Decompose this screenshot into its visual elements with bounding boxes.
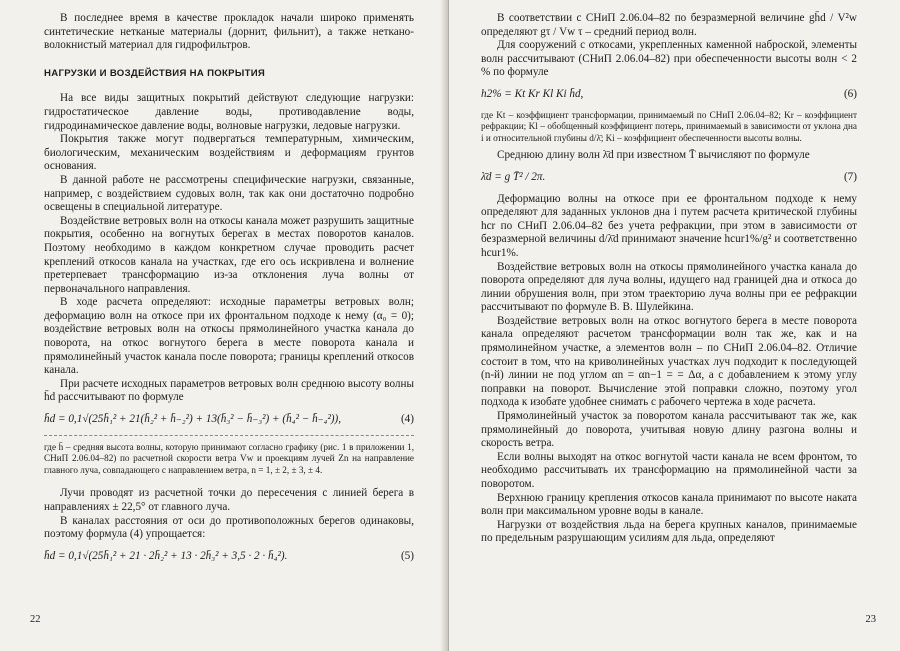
intro-paragraph: В последнее время в качестве прокладок начали широко применять синтетические нетканые материалы (дорнит, фильнит), а также нетканo-волокнистый материал для гидрофильтров.	[44, 12, 414, 52]
paragraph: В ходе расчета определяют: исходные параметры ветровых волн; деформацию волн на откосе при их фронтальном подходе к нему (α₀ = 0); воздействие ветровых волн на откосы прямолинейного участка канала до поворота, на откос вогнутого берега в месте поворота канала и прямолинейный участок канала после поворота; границы креплений откосов канала.	[44, 296, 414, 377]
formula-6	[481, 88, 857, 102]
formula-4	[44, 413, 414, 427]
paragraph: Среднюю длину волн λ̄d при известном T̄ вычисляют по формуле	[497, 149, 810, 162]
formula-6-note: где Kt – коэффициент трансформации, принимаемый по СНиП 2.06.04–82; Kr – коэффициент рефракции; Kl – обобщенный коэффициент потерь, принимаемый в зависимости от уклона дна i и относительной глубины d/λ̄; Ki – коэффициент обеспеченности высоты волны.	[481, 109, 857, 143]
paragraph: Деформацию волны на откосе при ее фронтальном подходе к нему определяют для заданных уклонов дна i путем расчета критической глубины hcr по СНиП 2.06.04–82 без учета рефракции, при этом в зависимости от безразмерной величины d/λ̄d принимают значение hcur1%/g² и соответственно hcur1%.	[481, 192, 857, 259]
formula-5-expression: h̄d = 0,1√(25h̄₁² + 21 · 2h̄₂² + 13 · 2h̄₃² + 3,5 · 2 · h̄₄²).	[44, 549, 288, 562]
paragraph: Покрытия также могут подвергаться температурным, химическим, биологическим, механическим воздействиям и деформациям грунтов основания.	[44, 133, 414, 173]
paragraph: Лучи проводят из расчетной точки до пересечения с линией берега в направлениях ± 22,5° от главного луча.	[44, 487, 414, 513]
right-text-column	[481, 12, 857, 546]
formula-4-expression: h̄d = 0,1√(25h̄₁² + 21(h̄₂² + h̄₋₂²) + 13(h̄₃² − h̄₋₃²) + (h̄₄² − h̄₋₄²)),	[44, 413, 342, 426]
left-text-column	[44, 12, 414, 571]
paragraph: Прямолинейный участок за поворотом канала рассчитывают так же, как прямолинейный до поворота, учитывая новую длину разгона волны и скорость ветра.	[481, 410, 857, 450]
paragraph: Воздействие ветровых волн на откос вогнутого берега в месте поворота канала определяют расчетом трансформации волн так же, как и на прямолинейном участке, а элементов волн – по СНиП 2.06.04–82. Отличие состоит в том, что на криволинейных участках луч подходит к последующей (n-й) линии не под углом αn = αn−1 = = Δα, а с добавлением к этому углу поправки на поворот. Вычисление этой поправки сложно, поэтому угол подхода к изобате удобнее снимать с рабочего чертежа в ходе расчета.	[481, 314, 857, 409]
paragraph: Воздействие ветровых волн на откосы канала может разрушить защитные покрытия, особенно на вогнутых берегах в местах поворотов каналов. Поэтому необходимо в каждом конкретном случае проводить расчет креплений откосов канала на участках, где его ось искривлена и волнение претерпевает трансформацию из-за отклонения луча волны от первоначального направления.	[44, 214, 414, 295]
formula-7-number: (7)	[843, 170, 857, 183]
left-page	[0, 0, 447, 651]
section-heading: НАГРУЗКИ И ВОЗДЕЙСТВИЯ НА ПОКРЫТИЯ	[44, 67, 266, 79]
formula-7-expression: λ̄d = g T̄² / 2π.	[481, 170, 546, 183]
right-page	[449, 0, 900, 651]
paragraph: В данной работе не рассмотрены специфические нагрузки, связанные, например, с воздействием судовых волн, так как они достаточно подробно освещены в специальной литературе.	[44, 173, 414, 214]
paragraph: При расчете исходных параметров ветровых волн среднюю высоту волны h̄d рассчитывают по формуле	[44, 377, 414, 404]
paragraph: Нагрузки от воздействия льда на берега крупных каналов, принимаемые по предельным разрушающим усилиям для льда, определяют	[481, 518, 857, 545]
paragraph: В соответствии с СНиП 2.06.04–82 по безразмерной величине gh̄d / V²w определяют gτ / Vw τ – средний период волн.	[481, 12, 857, 38]
divider	[44, 435, 414, 436]
paragraph: Если волны выходят на откос вогнутой части канала не всем фронтом, то необходимо рассчитывать их трансформацию на прямолинейной части за поворотом.	[481, 450, 857, 490]
formula-6-expression: h2% = Kt Kr Kl Ki h̄d,	[481, 87, 584, 100]
formula-5	[44, 550, 414, 564]
page-number: 22	[30, 614, 41, 625]
paragraph: Воздействие ветровых волн на откосы прямолинейного участка канала до поворота определяют для луча волны, идущего над границей дна и откоса до линии обрушения волн, при этом траекторию луча волны при ее рефракции рассчитывают по формуле В. В. Шулейкина.	[481, 260, 857, 314]
formula-5-number: (5)	[400, 549, 414, 562]
formula-7	[481, 171, 857, 185]
paragraph: На все виды защитных покрытий действуют следующие нагрузки: гидростатическое давление воды, противодавление воды, гидродинамическое давление воды, волновые нагрузки, ледовые нагрузки.	[44, 92, 414, 132]
paragraph: Для сооружений с откосами, укрепленных каменной наброской, элементы волн рассчитывают (СНиП 2.06.04–82) при обеспеченности высоты волн < 2 % по формуле	[481, 39, 857, 79]
formula-4-number: (4)	[400, 413, 414, 426]
formula-6-number: (6)	[843, 87, 857, 100]
paragraph: Верхнюю границу крепления откосов канала принимают по высоте наката волн при максимальном уровне воды в канале.	[481, 491, 857, 518]
page-number: 23	[865, 614, 876, 625]
formula-4-note: где h̄ – средняя высота волны, которую принимают согласно графику (рис. 1 в приложении 1, СНиП 2.06.04–82) по расчетной скорости ветра Vw и проекциям лучей Zn на направление главного луча, совпадающего с направлением ветра, n = 1, ± 2, ± 3, ± 4.	[44, 441, 414, 475]
paragraph: В каналах расстояния от оси до противоположных берегов одинаковы, поэтому формула (4) упрощается:	[44, 514, 414, 541]
